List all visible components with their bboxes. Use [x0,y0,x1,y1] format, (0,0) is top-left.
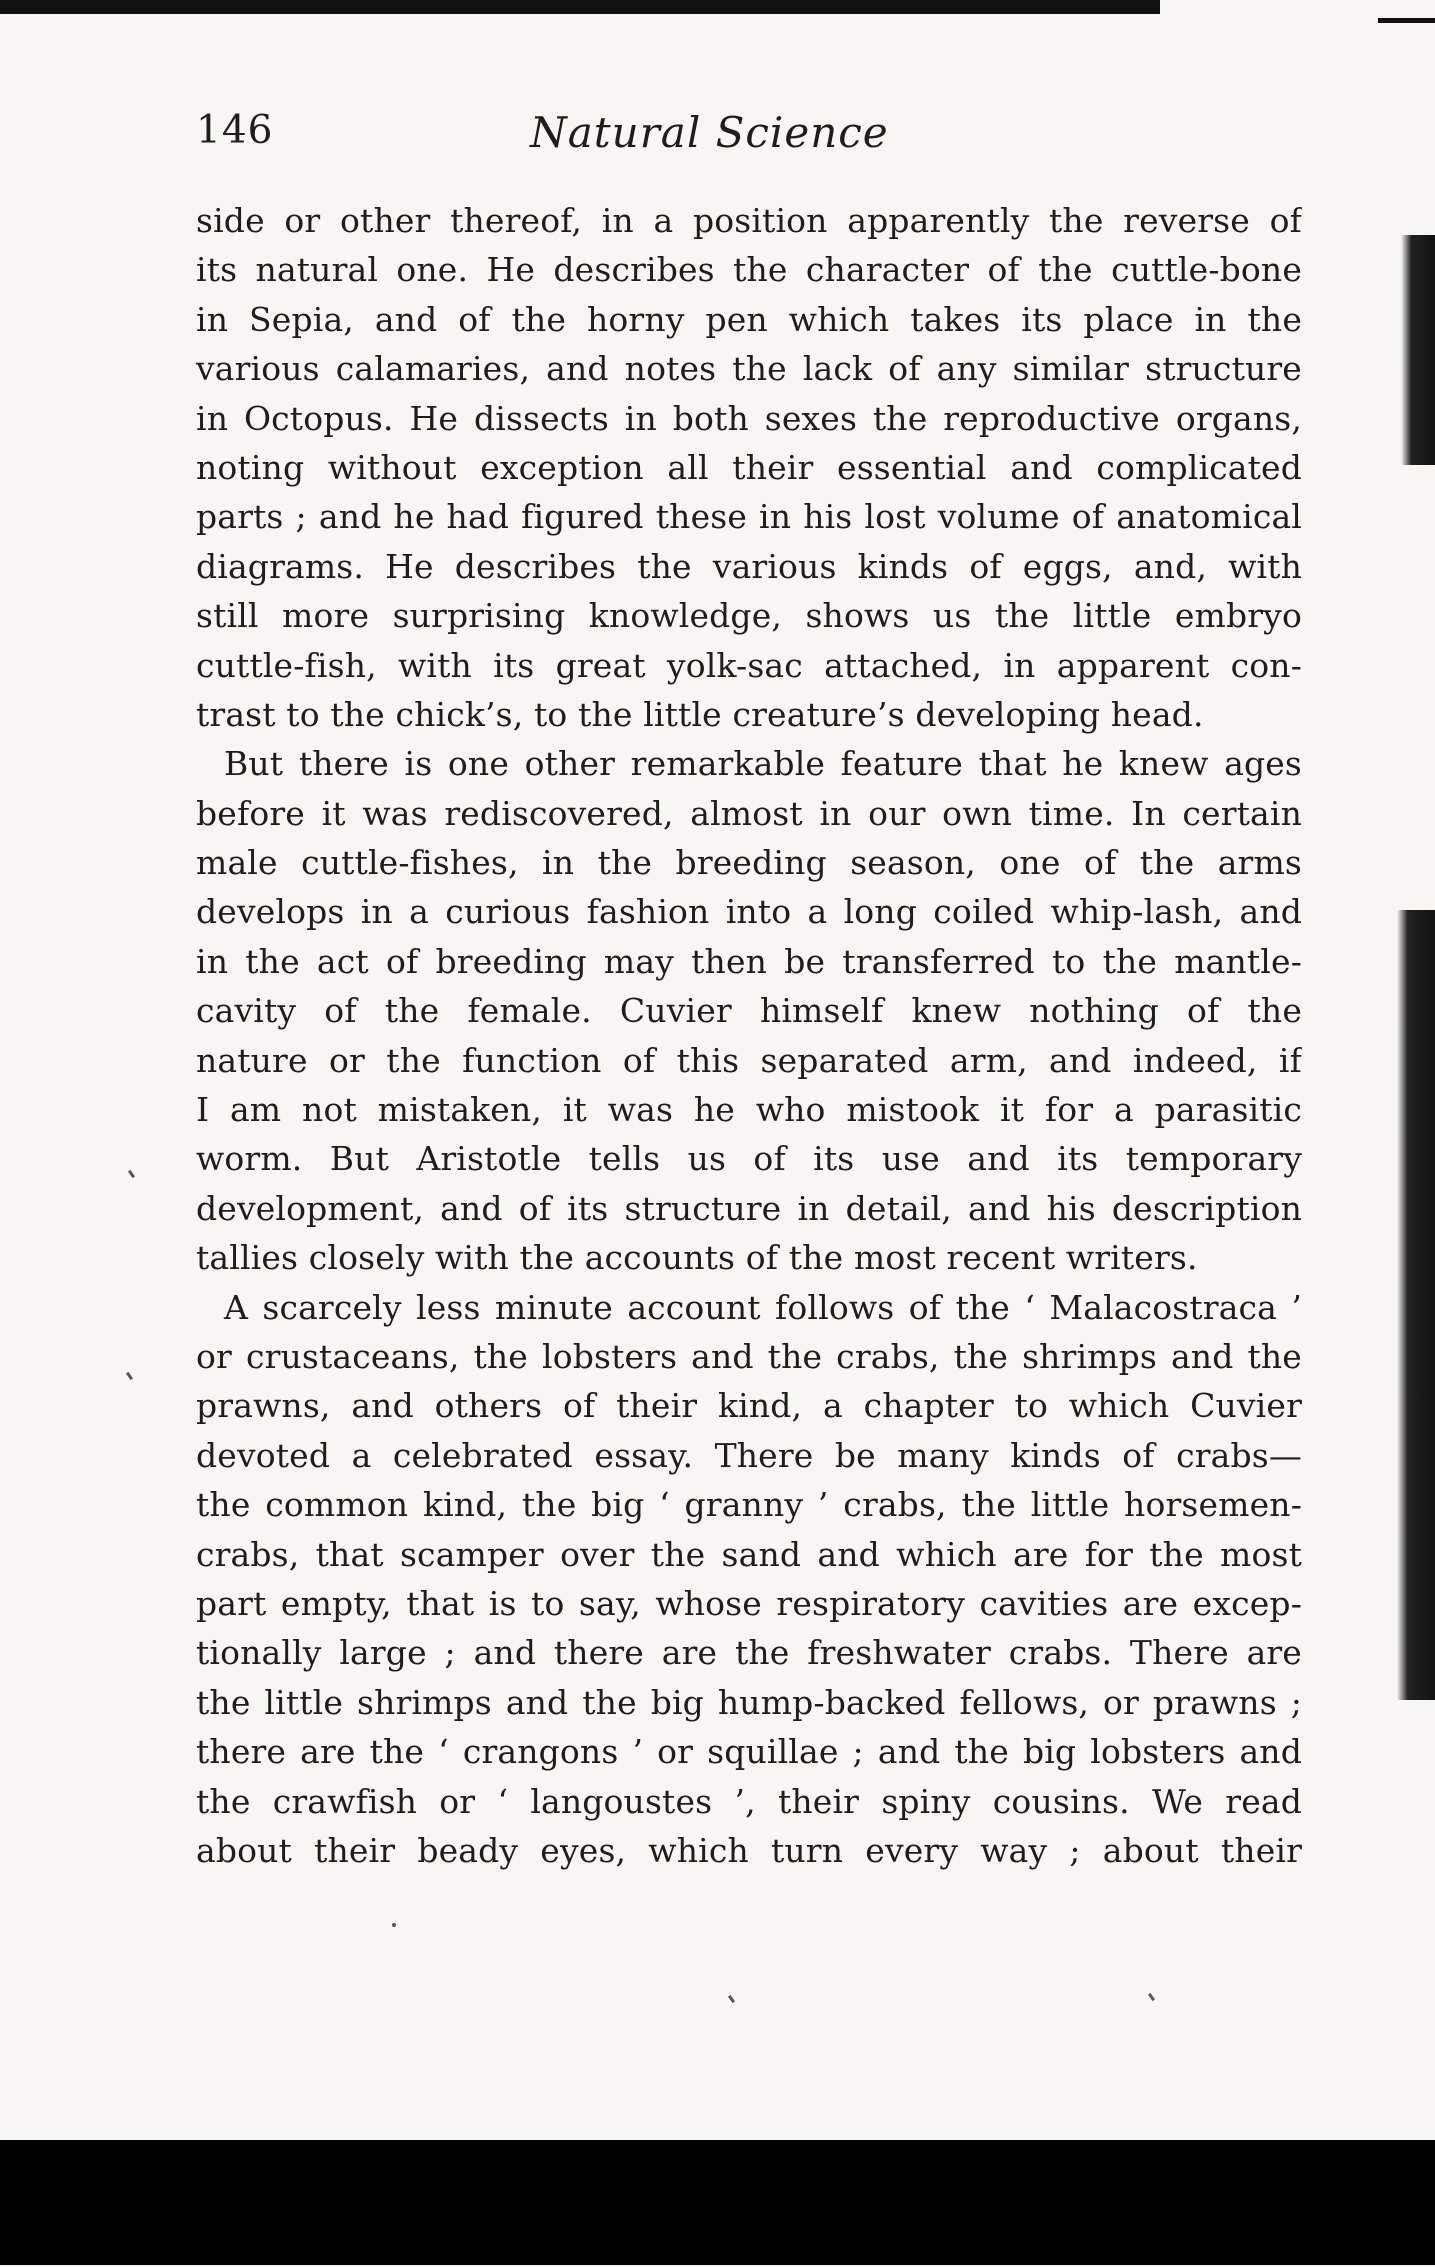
page-number: 146 [196,108,274,153]
scan-corner-mark [1378,18,1435,67]
text-line: in Sepia, and of the horny pen which takes its place in the [196,299,1302,339]
text-line: still more surprising knowledge, shows us the little embryo [196,596,1302,636]
text-line: male cuttle-fishes, in the breeding season, one of the arms [196,843,1302,883]
text-line: I am not mistaken, it was he who mistook it for a parasitic [196,1090,1302,1130]
scan-bottom-edge [0,2140,1435,2265]
scan-speck [126,1372,133,1380]
text-line: the little shrimps and the big hump-backed fellows, or prawns ; [196,1682,1302,1722]
body-text [196,196,1302,1875]
scan-speck [728,1995,735,2003]
text-line: tallies closely with the accounts of the most recent writers. [196,1238,1198,1278]
text-line: cuttle-fish, with its great yolk-sac attached, in apparent con- [196,645,1302,685]
text-line: in Octopus. He dissects in both sexes the reproductive organs, [196,398,1302,438]
text-line: various calamaries, and notes the lack of any similar structure [196,349,1302,389]
text-line: in the act of breeding may then be transferred to the mantle- [196,941,1302,981]
text-line: or crustaceans, the lobsters and the crabs, the shrimps and the [196,1336,1302,1376]
paragraph [196,739,1302,1282]
scan-right-edge-shadow [1397,910,1435,1700]
paragraph [196,196,1302,739]
text-line: part empty, that is to say, whose respiratory cavities are excep- [196,1583,1302,1623]
text-line: trast to the chick’s, to the little creature’s developing head. [196,694,1204,734]
text-line: its natural one. He describes the character of the cuttle-bone [196,250,1302,290]
running-title: Natural Science [530,108,889,157]
text-line: development, and of its structure in detail, and his description [196,1188,1302,1228]
text-line: before it was rediscovered, almost in our own time. In certain [196,793,1302,833]
text-line: about their beady eyes, which turn every way ; about their [196,1830,1302,1870]
scan-right-edge-shadow [1401,235,1435,465]
text-line: side or other thereof, in a position apparently the reverse of [196,201,1302,240]
text-line: diagrams. He describes the various kinds of eggs, and, with [196,546,1302,586]
text-line: noting without exception all their essential and complicated [196,447,1302,487]
scan-speck [1148,1993,1155,2001]
paragraph [196,1283,1302,1876]
text-line: parts ; and he had figured these in his lost volume of anatomical [196,497,1302,537]
text-line: cavity of the female. Cuvier himself knew nothing of the [196,991,1302,1031]
text-line: nature or the function of this separated arm, and indeed, if [196,1040,1302,1080]
scan-speck [128,1170,135,1178]
text-line: the common kind, the big ‘ granny ’ crabs, the little horsemen- [196,1485,1302,1525]
text-line: there are the ‘ crangons ’ or squillae ; and the big lobsters and [196,1732,1302,1772]
text-line: prawns, and others of their kind, a chapter to which Cuvier [196,1386,1302,1426]
text-line: the crawfish or ‘ langoustes ’, their spiny cousins. We read [196,1781,1302,1821]
scan-speck [392,1923,396,1927]
text-line: devoted a celebrated essay. There be many kinds of crabs— [196,1435,1302,1475]
text-line: develops in a curious fashion into a long coiled whip-lash, and [196,892,1302,932]
text-line: tionally large ; and there are the freshwater crabs. There are [196,1633,1302,1673]
text-line: But there is one other remarkable feature that he knew ages [224,744,1302,784]
scan-top-edge [0,0,1160,14]
text-line: A scarcely less minute account follows of the ‘ Malacostraca ’ [224,1287,1302,1327]
text-line: worm. But Aristotle tells us of its use and its temporary [196,1139,1302,1179]
text-line: crabs, that scamper over the sand and which are for the most [196,1534,1302,1574]
